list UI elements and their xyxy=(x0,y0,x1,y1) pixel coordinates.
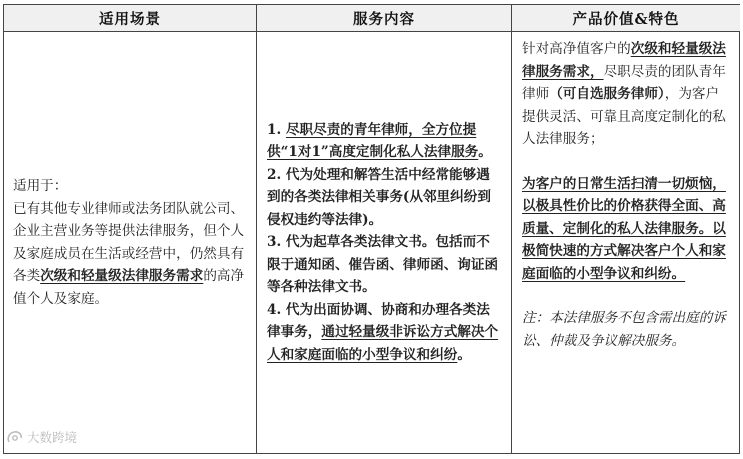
value-paragraph-2: 为客户的日常生活扫清一切烦恼，以极具性价比的价格获得全面、高质量、定制化的私人法律服务。以极简快速的方式解决客户个人和家庭面临的小型争议和纠纷。 xyxy=(522,175,726,282)
service-item-4: 4. 代为出面协调、协商和办理各类法律事务，通过轻量级非诉讼方式解决个人和家庭面临的小型争议和纠纷。 xyxy=(267,301,499,363)
value-paragraph-1: 针对高净值客户的次级和轻量级法律服务需求，尽职尽责的团队青年律师（可自选服务律师），为客户提供灵活、可靠且高度定制化的私人法律服务； xyxy=(522,41,726,147)
scenario-prefix: 适用于： xyxy=(13,178,68,194)
scenario-text: 已有其他专业律师或法务团队就公司、企业主营业务等提供法律服务，但个人及家庭成员在生活或经营中，仍然具有各类 xyxy=(13,200,245,284)
watermark xyxy=(6,428,77,446)
scenario-emphasis: 次级和轻量级法律服务需求 xyxy=(40,268,204,284)
value-cell xyxy=(512,32,740,453)
service-item-2: 2. 代为处理和解答生活中经常能够遇到的各类法律相关事务(从邻里纠纷到侵权违约等法律)。 xyxy=(267,166,491,228)
header-scenario: 适用场景 xyxy=(4,5,256,31)
value-note: 注：本法律服务不包含需出庭的诉讼、仲裁及争议解决服务。 xyxy=(522,310,726,349)
service-item-1: 1. 尽职尽责的青年律师，全方位提供“1对1”高度定制化私人法律服务。 xyxy=(267,121,492,161)
service-cell xyxy=(257,32,511,453)
service-table xyxy=(3,4,740,454)
brand-logo-icon xyxy=(6,430,24,444)
scenario-cell xyxy=(4,32,256,453)
watermark-text: 大数跨境 xyxy=(27,430,78,445)
header-service: 服务内容 xyxy=(257,5,511,31)
header-value: 产品价值&特色 xyxy=(512,5,740,31)
service-item-3: 3. 代为起草各类法律文书。包括而不限于通知函、催告函、律师函、询证函等各种法律文书。 xyxy=(267,234,499,296)
scenario-text-end: 的高净值个人及家庭。 xyxy=(13,268,245,307)
